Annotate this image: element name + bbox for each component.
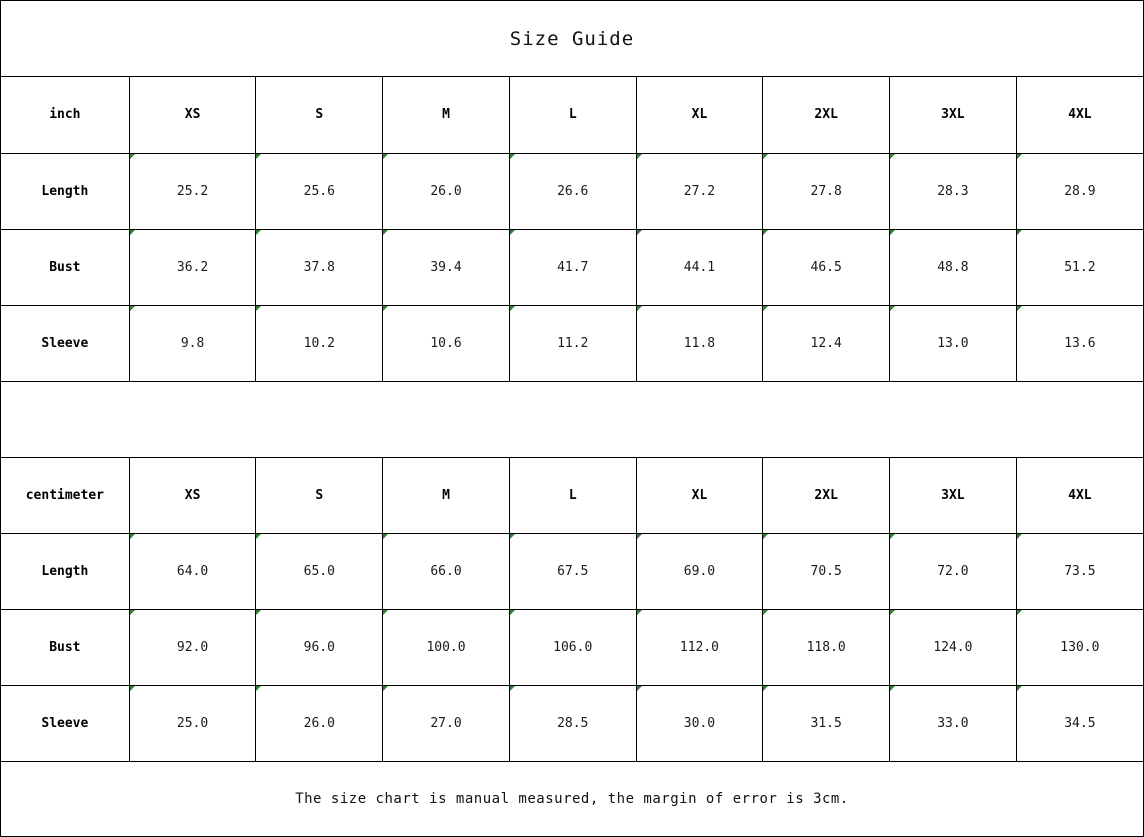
cell-value: 28.9 — [1016, 153, 1143, 229]
size-header-3xl: 3XL — [890, 77, 1017, 153]
table-header-row — [1, 77, 1143, 153]
cell-value: 67.5 — [509, 534, 636, 610]
cell-value: 64.0 — [129, 534, 256, 610]
row-label-sleeve: Sleeve — [1, 305, 129, 381]
size-header-xs: XS — [129, 458, 256, 534]
size-header-s: S — [256, 77, 383, 153]
cell-value: 33.0 — [890, 686, 1017, 762]
cell-value: 12.4 — [763, 305, 890, 381]
cell-value: 106.0 — [509, 610, 636, 686]
cell-value: 112.0 — [636, 610, 763, 686]
footer-note-bar — [1, 762, 1143, 836]
size-header-l: L — [509, 77, 636, 153]
size-header-s: S — [256, 458, 383, 534]
size-table-inch — [1, 77, 1143, 382]
cell-value: 10.6 — [383, 305, 510, 381]
cell-value: 27.0 — [383, 686, 510, 762]
cell-value: 44.1 — [636, 229, 763, 305]
row-label-length: Length — [1, 153, 129, 229]
cell-value: 11.2 — [509, 305, 636, 381]
cell-value: 10.2 — [256, 305, 383, 381]
cell-value: 27.2 — [636, 153, 763, 229]
size-header-xl: XL — [636, 458, 763, 534]
cell-value: 48.8 — [890, 229, 1017, 305]
table-separator-band — [1, 382, 1143, 458]
cell-value: 130.0 — [1016, 610, 1143, 686]
table-header-row — [1, 458, 1143, 534]
cell-value: 25.0 — [129, 686, 256, 762]
cell-value: 26.6 — [509, 153, 636, 229]
cell-value: 39.4 — [383, 229, 510, 305]
cell-value: 36.2 — [129, 229, 256, 305]
cell-value: 26.0 — [256, 686, 383, 762]
size-header-2xl: 2XL — [763, 458, 890, 534]
row-label-sleeve: Sleeve — [1, 686, 129, 762]
cell-value: 25.2 — [129, 153, 256, 229]
cell-value: 9.8 — [129, 305, 256, 381]
cell-value: 100.0 — [383, 610, 510, 686]
cell-value: 31.5 — [763, 686, 890, 762]
cell-value: 73.5 — [1016, 534, 1143, 610]
cell-value: 27.8 — [763, 153, 890, 229]
size-header-4xl: 4XL — [1016, 77, 1143, 153]
cell-value: 30.0 — [636, 686, 763, 762]
table-row — [1, 686, 1143, 762]
size-header-2xl: 2XL — [763, 77, 890, 153]
cell-value: 13.6 — [1016, 305, 1143, 381]
unit-header-inch: inch — [1, 77, 129, 153]
cell-value: 11.8 — [636, 305, 763, 381]
size-header-xl: XL — [636, 77, 763, 153]
footer-note: The size chart is manual measured, the margin of error is 3cm. — [295, 791, 849, 807]
cell-value: 41.7 — [509, 229, 636, 305]
size-header-xs: XS — [129, 77, 256, 153]
cell-value: 66.0 — [383, 534, 510, 610]
table-row — [1, 305, 1143, 381]
unit-header-centimeter: centimeter — [1, 458, 129, 534]
row-label-bust: Bust — [1, 229, 129, 305]
size-header-m: M — [383, 77, 510, 153]
table-row — [1, 610, 1143, 686]
cell-value: 25.6 — [256, 153, 383, 229]
page-title: Size Guide — [509, 27, 635, 50]
size-table-centimeter — [1, 458, 1143, 763]
size-header-m: M — [383, 458, 510, 534]
cell-value: 34.5 — [1016, 686, 1143, 762]
cell-value: 72.0 — [890, 534, 1017, 610]
cell-value: 51.2 — [1016, 229, 1143, 305]
table-row — [1, 153, 1143, 229]
cell-value: 118.0 — [763, 610, 890, 686]
row-label-bust: Bust — [1, 610, 129, 686]
cell-value: 69.0 — [636, 534, 763, 610]
cell-value: 65.0 — [256, 534, 383, 610]
cell-value: 70.5 — [763, 534, 890, 610]
cell-value: 46.5 — [763, 229, 890, 305]
cell-value: 92.0 — [129, 610, 256, 686]
cell-value: 37.8 — [256, 229, 383, 305]
cell-value: 28.5 — [509, 686, 636, 762]
table-row — [1, 534, 1143, 610]
size-header-l: L — [509, 458, 636, 534]
cell-value: 28.3 — [890, 153, 1017, 229]
page-title-bar — [1, 1, 1143, 77]
size-header-3xl: 3XL — [890, 458, 1017, 534]
cell-value: 124.0 — [890, 610, 1017, 686]
table-row — [1, 229, 1143, 305]
row-label-length: Length — [1, 534, 129, 610]
size-header-4xl: 4XL — [1016, 458, 1143, 534]
cell-value: 26.0 — [383, 153, 510, 229]
cell-value: 13.0 — [890, 305, 1017, 381]
cell-value: 96.0 — [256, 610, 383, 686]
